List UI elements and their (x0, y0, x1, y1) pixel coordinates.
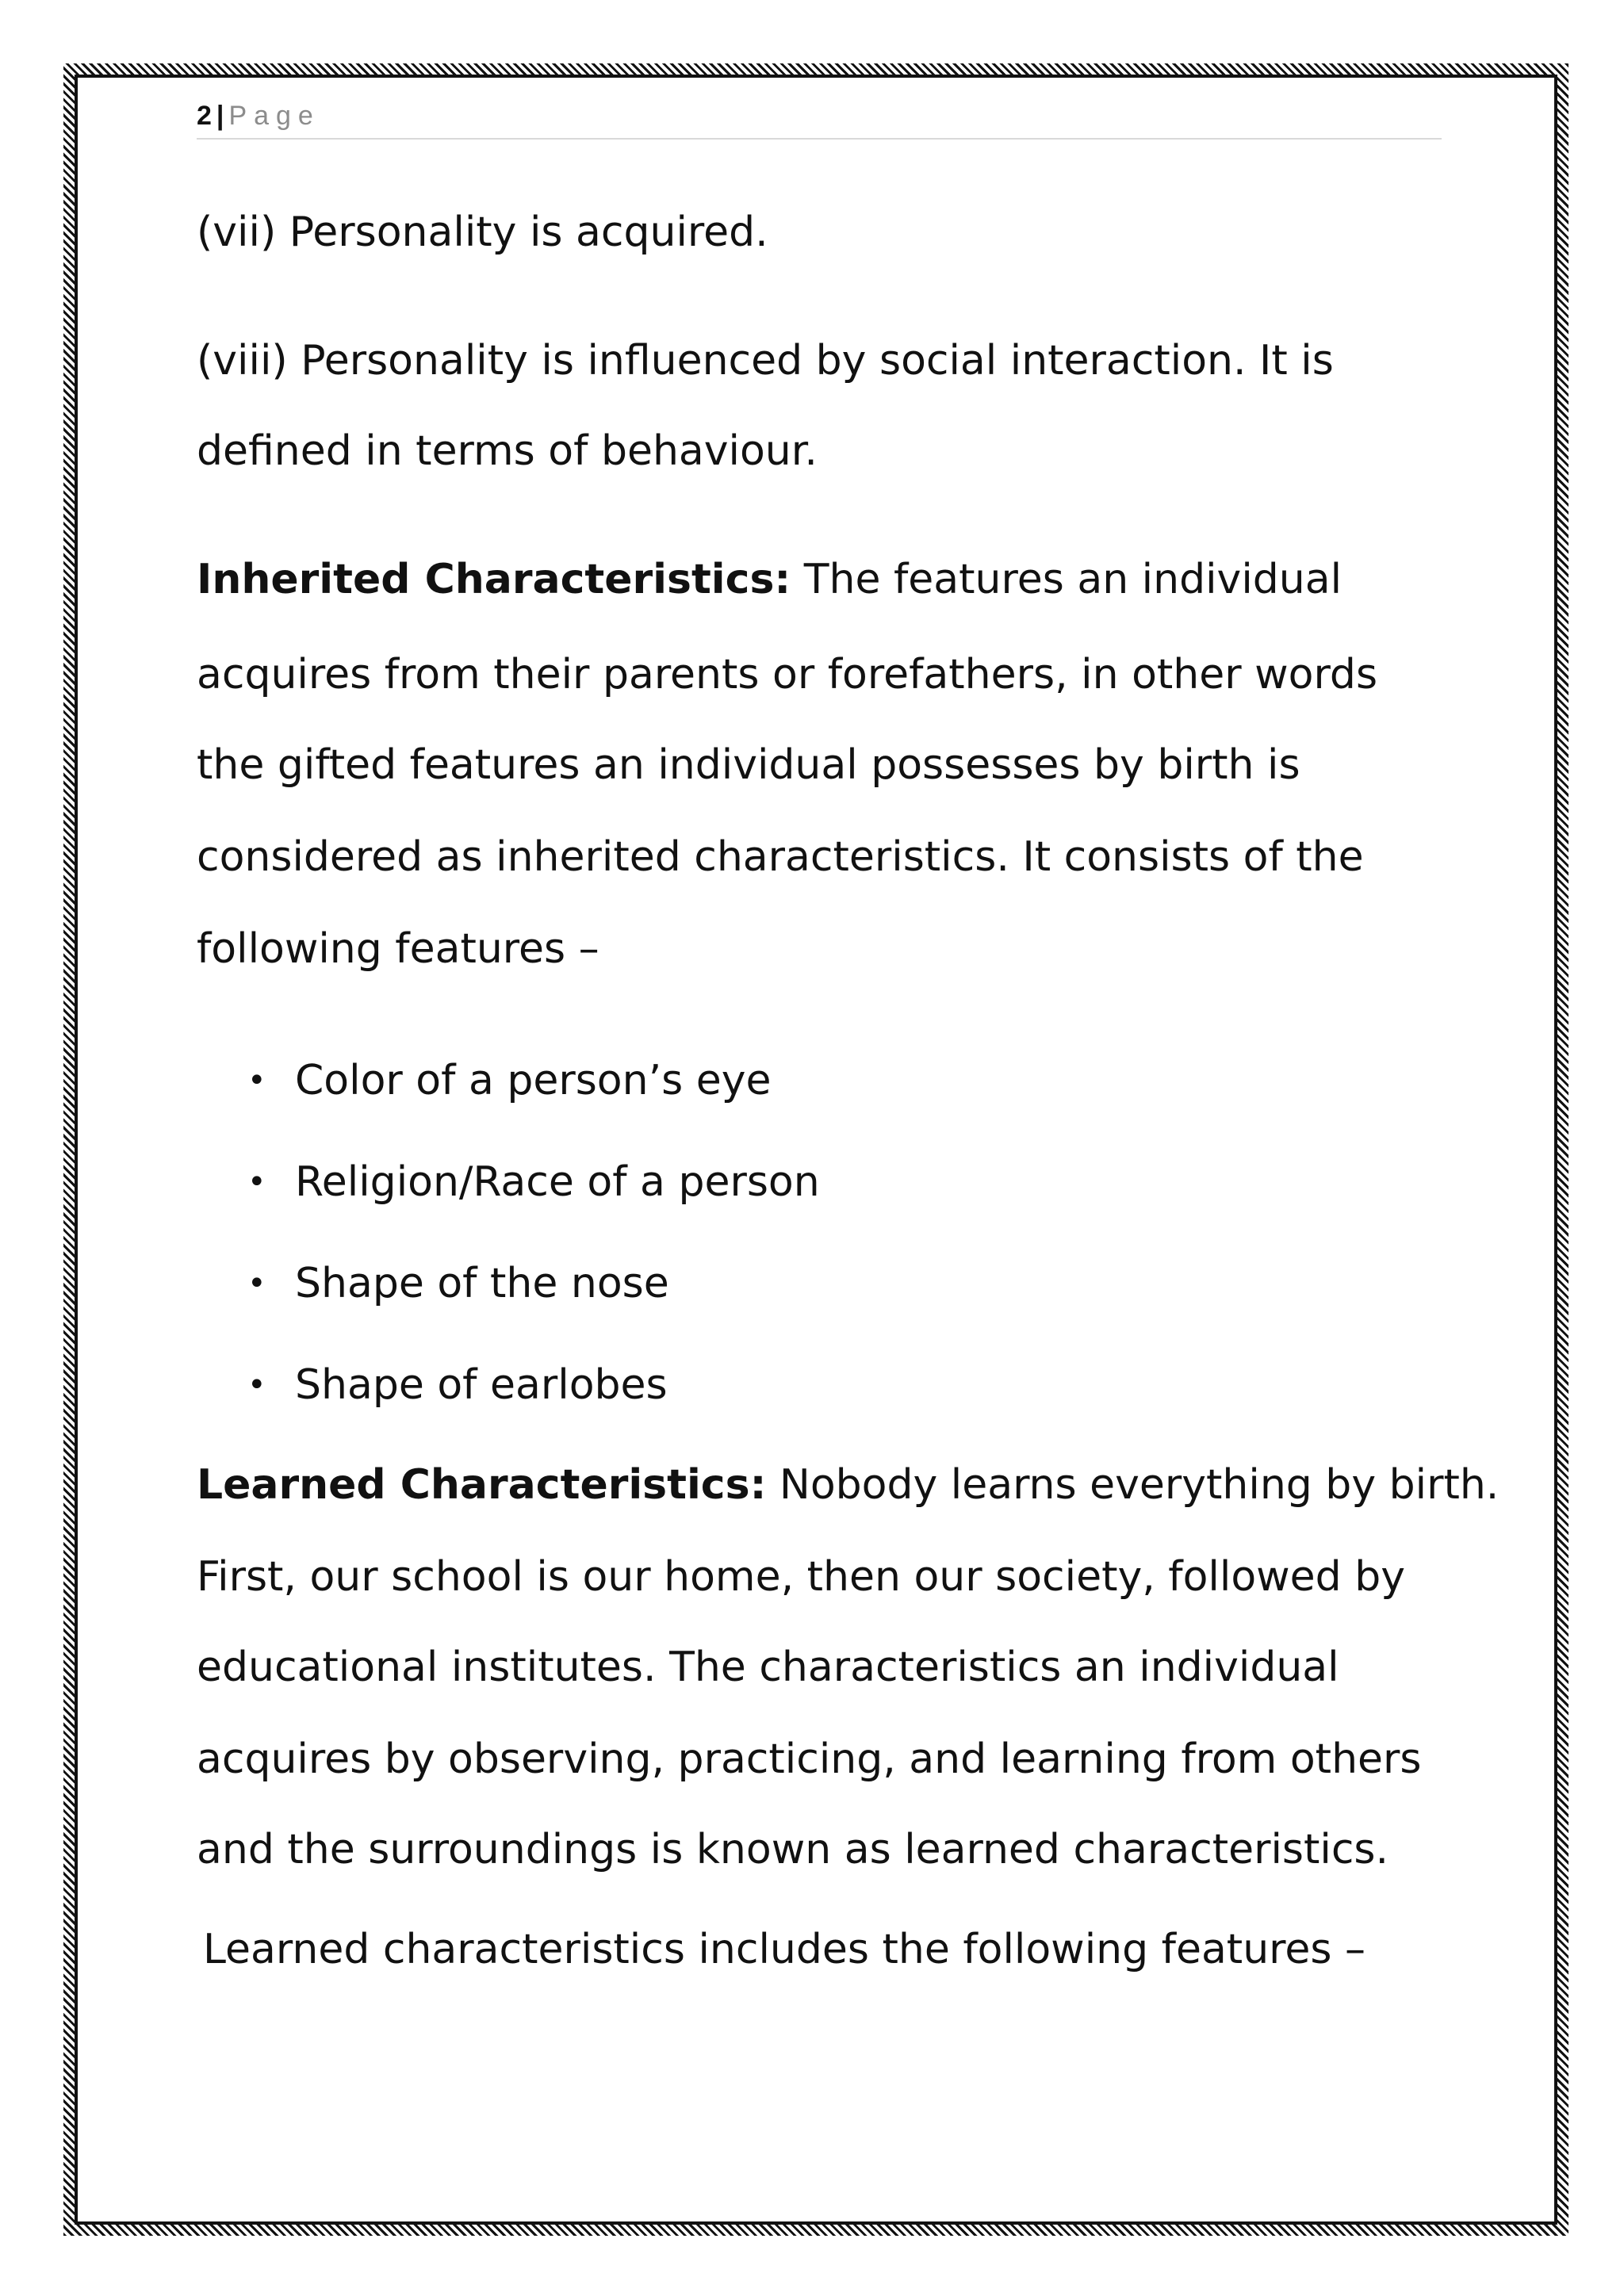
list-item: Shape of the nose (295, 1260, 669, 1307)
paragraph-viii-line-2: defined in terms of behaviour. (197, 427, 818, 475)
bullet-icon: • (247, 1265, 266, 1302)
learned-heading: Learned Characteristics: (197, 1461, 767, 1509)
inherited-line-3: the gifted features an individual possesses by birth is (197, 741, 1300, 789)
paragraph-vii: (vii) Personality is acquired. (197, 209, 768, 256)
learned-line-3: educational institutes. The characteristics an individual (197, 1644, 1339, 1691)
inherited-line-5: following features – (197, 925, 599, 973)
learned-line-6: Learned characteristics includes the following features – (203, 1926, 1366, 1973)
learned-line-2: First, our school is our home, then our society, followed by (197, 1553, 1405, 1601)
inherited-line-1 (197, 552, 1342, 607)
page-header (197, 97, 1442, 140)
page-number: 2 (197, 101, 212, 131)
learned-line-1-text: Nobody learns everything by birth. (766, 1461, 1500, 1509)
bullet-icon: • (247, 1367, 266, 1403)
paragraph-viii-line-1: (viii) Personality is influenced by social interaction. It is (197, 337, 1334, 385)
bullet-icon: • (247, 1062, 266, 1099)
inherited-line-1-text: The features an individual (791, 556, 1342, 603)
page-border (63, 63, 1568, 2236)
bullet-icon: • (247, 1164, 266, 1200)
list-item: Color of a person’s eye (295, 1057, 772, 1104)
learned-line-5: and the surroundings is known as learned characteristics. (197, 1826, 1389, 1873)
learned-line-1 (197, 1457, 1499, 1513)
page-label: Page (228, 101, 320, 131)
header-separator: | (216, 101, 224, 131)
list-item: Religion/Race of a person (295, 1158, 820, 1206)
inherited-line-4: considered as inherited characteristics. It consists of the (197, 833, 1364, 881)
inherited-line-2: acquires from their parents or forefathers, in other words (197, 651, 1378, 698)
learned-line-4: acquires by observing, practicing, and learning from others (197, 1735, 1422, 1783)
inherited-heading: Inherited Characteristics: (197, 556, 791, 603)
list-item: Shape of earlobes (295, 1361, 668, 1409)
